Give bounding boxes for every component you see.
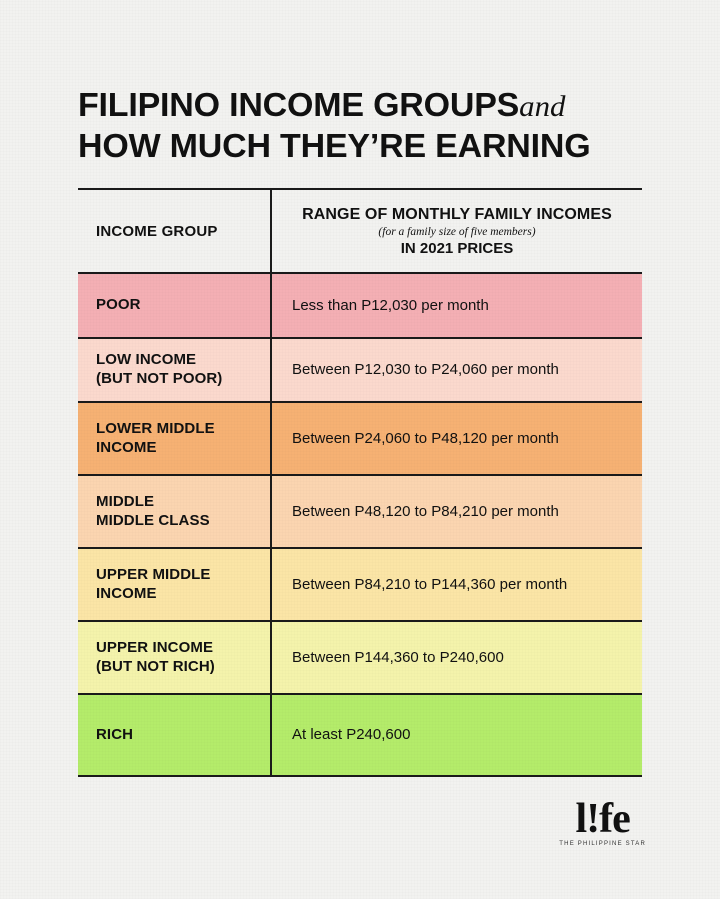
column-header-range-sub: (for a family size of five members): [378, 225, 536, 238]
income-group-label-line1: MIDDLE: [96, 492, 155, 510]
income-groups-table: [78, 188, 642, 777]
income-group-label-line1: UPPER MIDDLE: [96, 565, 211, 583]
logo-subtitle: THE PHILIPPINE STAR: [559, 841, 646, 847]
table-row: [78, 475, 642, 548]
income-group-label-line2: (BUT NOT RICH): [96, 657, 215, 675]
column-header-income-range: [271, 189, 642, 273]
page-title: [78, 0, 642, 162]
income-group-label-line1: RICH: [96, 725, 134, 743]
table-row: [78, 621, 642, 694]
income-group-label-line1: UPPER INCOME: [96, 638, 214, 656]
title-main-text: FILIPINO INCOME GROUPS: [78, 86, 520, 123]
column-header-range-year: IN 2021 PRICES: [400, 239, 514, 257]
income-group-label-line2: INCOME: [96, 438, 157, 456]
income-range-cell: At least P240,600: [271, 694, 642, 776]
income-range-cell: Less than P12,030 per month: [271, 273, 642, 338]
income-group-cell: [78, 475, 271, 548]
income-range-cell: Between P84,210 to P144,360 per month: [271, 548, 642, 621]
income-group-label-line1: POOR: [96, 296, 141, 314]
title-line-1: [78, 88, 659, 122]
income-group-cell: [78, 548, 271, 621]
income-group-label-line2: MIDDLE CLASS: [96, 511, 210, 529]
income-range-cell: Between P48,120 to P84,210 per month: [271, 475, 642, 548]
table-row: [78, 338, 642, 402]
column-header-income-group: INCOME GROUP: [78, 189, 271, 273]
table-row: [78, 273, 642, 338]
table-row: [78, 402, 642, 475]
income-group-label-line2: (BUT NOT POOR): [96, 370, 223, 387]
income-group-label-line1: LOW INCOME: [96, 351, 197, 369]
table-header-row: [78, 189, 642, 273]
income-range-cell: Between P12,030 to P24,060 per month: [271, 338, 642, 402]
income-group-cell: [78, 402, 271, 475]
title-line-2: HOW MUCH THEY’RE EARNING: [78, 127, 591, 164]
table-header: [78, 189, 642, 273]
title-italic-text: and: [519, 90, 566, 123]
income-group-label-line1: LOWER MIDDLE: [96, 419, 215, 437]
income-range-cell: Between P144,360 to P240,600: [271, 621, 642, 694]
income-group-cell: [78, 273, 271, 338]
column-header-range-main: RANGE OF MONTHLY FAMILY INCOMES: [302, 205, 612, 223]
table-row: [78, 694, 642, 776]
table-row: [78, 548, 642, 621]
income-group-cell: [78, 338, 271, 402]
logo-wordmark: l!fe: [575, 796, 630, 843]
income-group-cell: [78, 621, 271, 694]
income-group-label-line2: INCOME: [96, 584, 157, 602]
income-group-cell: [78, 694, 271, 776]
income-range-cell: Between P24,060 to P48,120 per month: [271, 402, 642, 475]
table-body: [78, 273, 642, 776]
publication-logo: [559, 796, 646, 847]
